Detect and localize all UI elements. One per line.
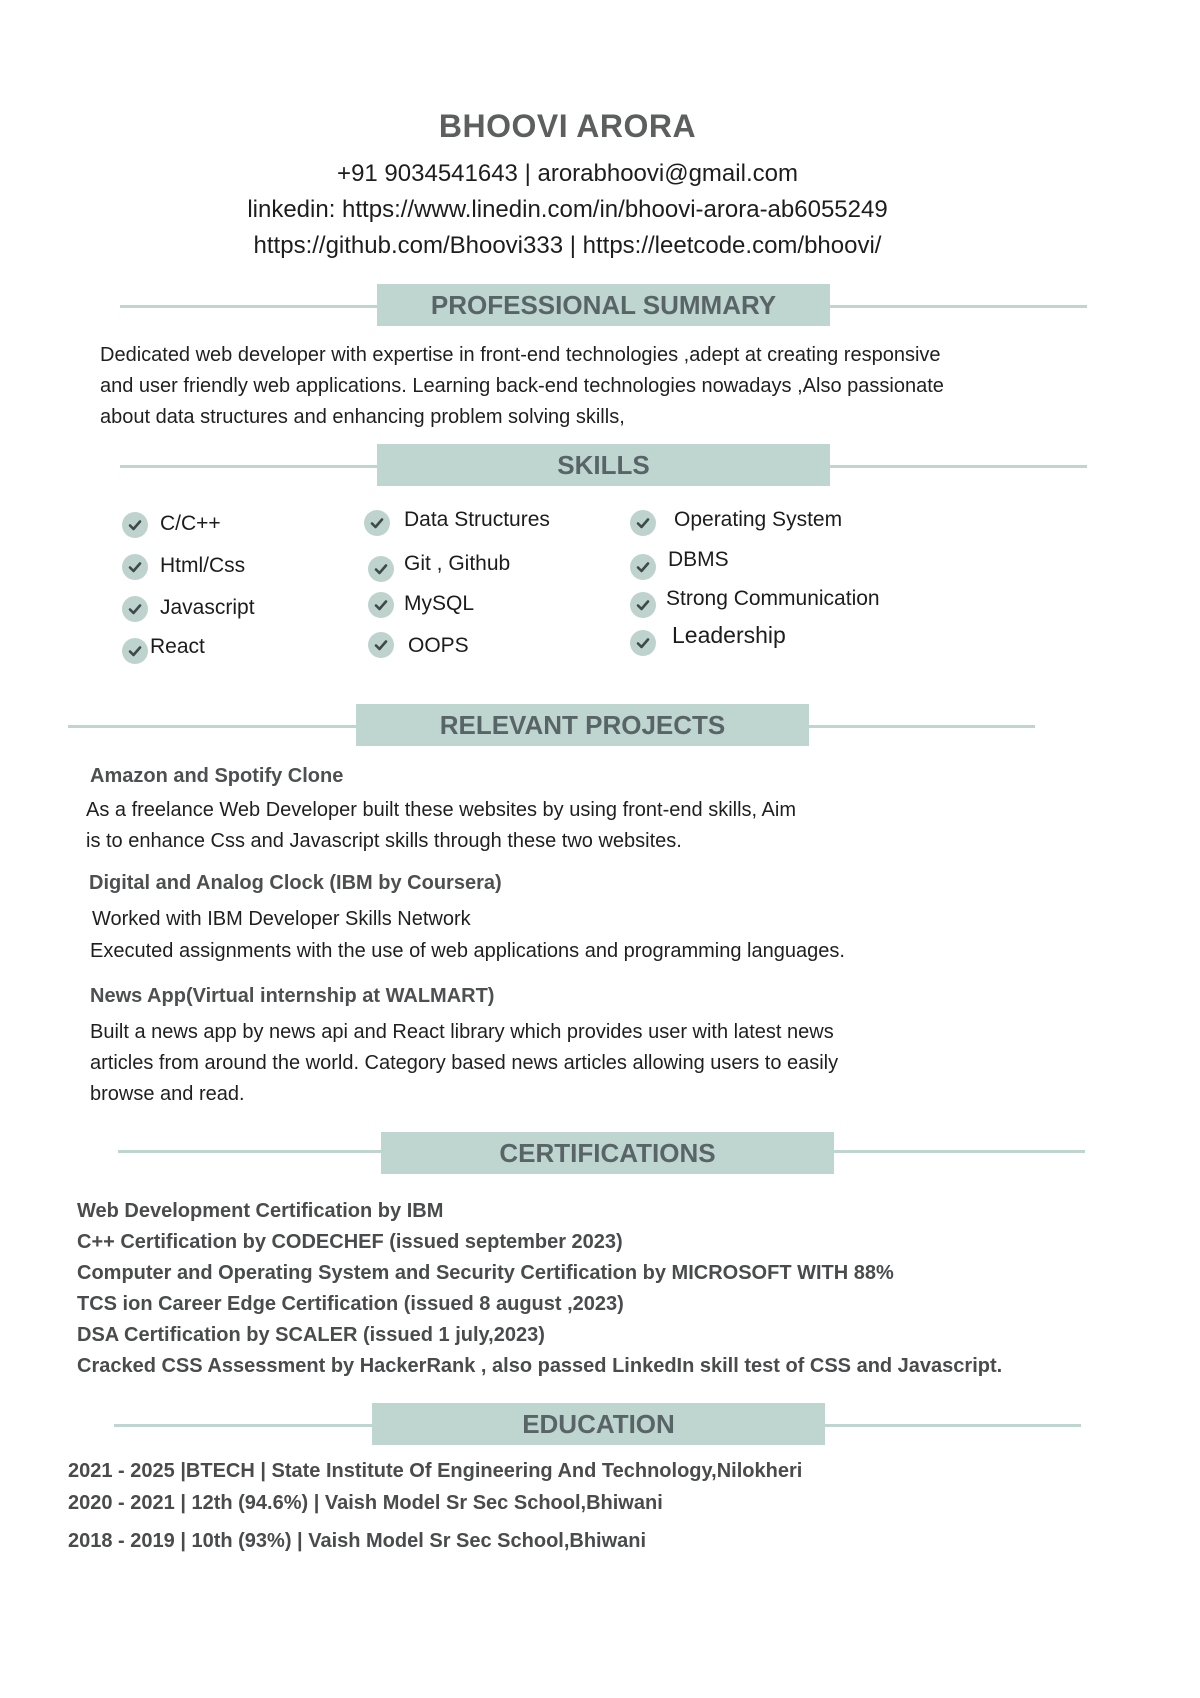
project-line: browse and read. (90, 1083, 245, 1105)
skill-item: DBMS (668, 548, 729, 571)
certification-item: Computer and Operating System and Security Certification by MICROSOFT WITH 88% (77, 1262, 894, 1284)
skill-item: Git , Github (404, 552, 511, 575)
check-circle-icon (368, 632, 394, 658)
project-line: As a freelance Web Developer built these websites by using front-end skills, Aim (86, 799, 796, 821)
project-line: Executed assignments with the use of web applications and programming languages. (90, 940, 845, 962)
summary-line: and user friendly web applications. Learning back-end technologies nowadays ,Also passionate (100, 375, 944, 397)
project-title: Digital and Analog Clock (IBM by Coursera) (89, 872, 502, 894)
project-description (90, 936, 845, 967)
certifications-list (77, 1196, 1002, 1382)
certifications-heading: CERTIFICATIONS (381, 1132, 834, 1174)
check-circle-icon (122, 596, 148, 622)
project-line: Built a news app by news api and React library which provides user with latest news (90, 1021, 834, 1043)
project-line: articles from around the world. Category based news articles allowing users to easily (90, 1052, 839, 1074)
candidate-name: BHOOVI ARORA (438, 108, 697, 144)
certification-item: C++ Certification by CODECHEF (issued september 2023) (77, 1231, 623, 1253)
skill-item: C/C++ (160, 512, 221, 535)
skill-item: MySQL (404, 592, 475, 615)
contact-github-leetcode: https://github.com/Bhoovi333 | https://leetcode.com/bhoovi/ (253, 232, 882, 259)
project-title: News App(Virtual internship at WALMART) (90, 985, 495, 1007)
summary-line: Dedicated web developer with expertise in front-end technologies ,adept at creating responsive (100, 344, 941, 366)
contact-phone-email: +91 9034541643 | arorabhoovi@gmail.com (337, 160, 798, 187)
skill-item: Html/Css (160, 554, 246, 577)
skill-item: Javascript (160, 596, 255, 619)
project-line: Worked with IBM Developer Skills Network (92, 908, 471, 930)
skill-item: React (150, 635, 205, 658)
skills-heading: SKILLS (377, 444, 830, 486)
certification-item: DSA Certification by SCALER (issued 1 july,2023) (77, 1324, 545, 1346)
check-circle-icon (368, 592, 394, 618)
summary-heading: PROFESSIONAL SUMMARY (377, 284, 830, 326)
check-circle-icon (364, 510, 390, 536)
education-item: 2021 - 2025 |BTECH | State Institute Of Engineering And Technology,Nilokheri (68, 1460, 803, 1482)
project-description (92, 904, 471, 935)
skill-item: OOPS (408, 634, 469, 657)
project-line: is to enhance Css and Javascript skills through these two websites. (86, 830, 682, 852)
check-circle-icon (630, 554, 656, 580)
check-circle-icon (122, 638, 148, 664)
check-circle-icon (630, 630, 656, 656)
skill-item: Leadership (672, 622, 786, 648)
projects-heading: RELEVANT PROJECTS (356, 704, 809, 746)
project-description (86, 795, 796, 857)
education-item: 2018 - 2019 | 10th (93%) | Vaish Model Sr Sec School,Bhiwani (68, 1530, 647, 1552)
education-item: 2020 - 2021 | 12th (94.6%) | Vaish Model Sr Sec School,Bhiwani (68, 1492, 663, 1514)
check-circle-icon (630, 592, 656, 618)
certification-item: Cracked CSS Assessment by HackerRank , also passed LinkedIn skill test of CSS and Javascript. (77, 1355, 1003, 1377)
education-heading: EDUCATION (372, 1403, 825, 1445)
project-title: Amazon and Spotify Clone (90, 765, 344, 787)
summary-line: about data structures and enhancing problem solving skills, (100, 406, 625, 428)
project-description (90, 1017, 838, 1110)
summary-text (100, 340, 944, 433)
skill-item: Operating System (674, 508, 843, 531)
skill-item: Data Structures (404, 508, 550, 531)
skill-item: Strong Communication (666, 587, 880, 610)
contact-linkedin: linkedin: https://www.linedin.com/in/bhoovi-arora-ab6055249 (247, 196, 888, 223)
certification-item: Web Development Certification by IBM (77, 1200, 444, 1222)
certification-item: TCS ion Career Edge Certification (issued 8 august ,2023) (77, 1293, 624, 1315)
check-circle-icon (630, 510, 656, 536)
check-circle-icon (368, 556, 394, 582)
check-circle-icon (122, 512, 148, 538)
check-circle-icon (122, 554, 148, 580)
